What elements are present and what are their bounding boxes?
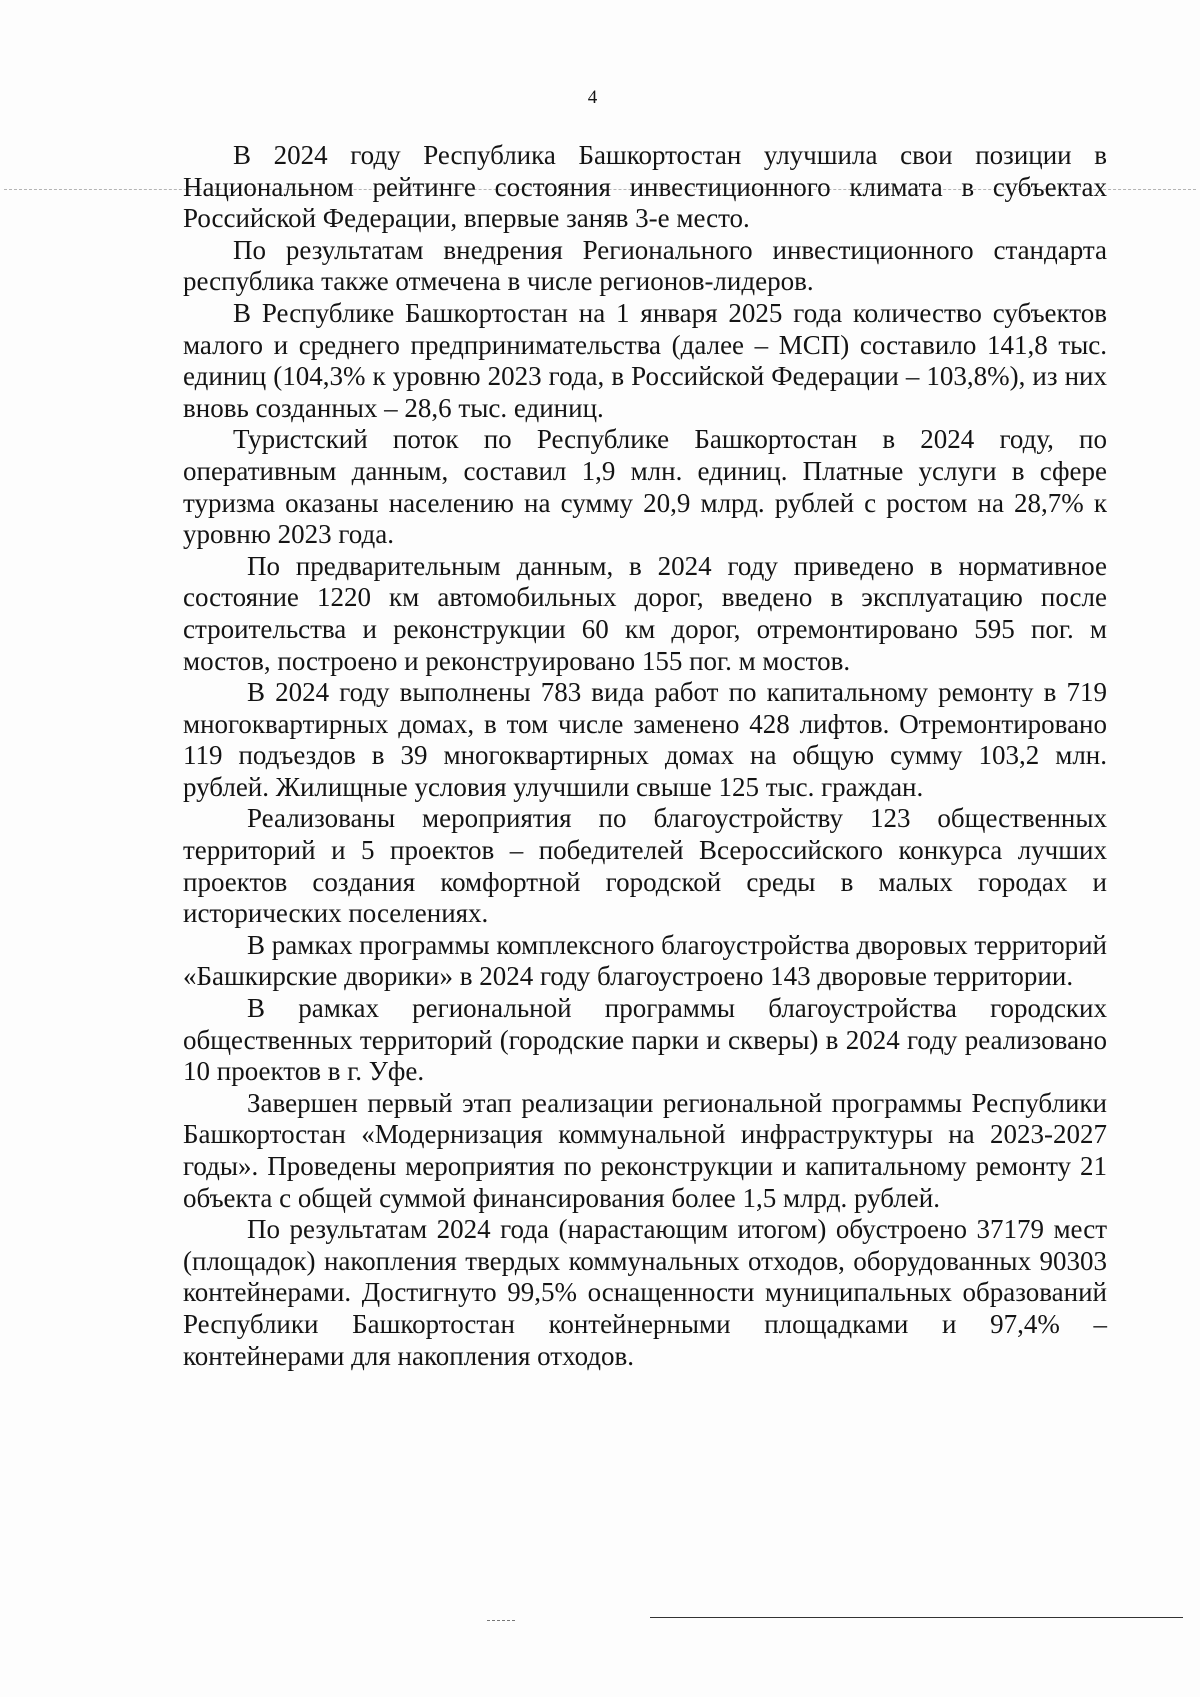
paragraph-bashkir-yards: В рамках программы комплексного благоустройства дворовых территорий «Башкирские дворики» в 2024 году благоустроено 143 дворовые территории. xyxy=(183,929,1107,992)
paragraph-investment-standard: По результатам внедрения Регионального инвестиционного стандарта республика также отмечена в числе регионов-лидеров. xyxy=(183,234,1107,297)
paragraph-capital-repair: В 2024 году выполнены 783 вида работ по капитальному ремонту в 719 многоквартирных домах, в том числе заменено 428 лифтов. Отремонтировано 119 подъездов в 39 многоквартирных домах на общую сумму 103,2 млн. рублей. Жилищные условия улучшили свыше 125 тыс. граждан. xyxy=(183,677,1107,802)
paragraph-investment-rating: В 2024 году Республика Башкортостан улучшила свои позиции в Национальном рейтинге состояния инвестиционного климата в субъектах Российской Федерации, впервые заняв 3-е место. xyxy=(183,140,1107,234)
paragraph-tourism: Туристский поток по Республике Башкортостан в 2024 году, по оперативным данным, составил 1,9 млн. единиц. Платные услуги в сфере туризма оказаны населению на сумму 20,9 млрд. рублей с ростом на 28,7% к уровню 2023 года. xyxy=(183,424,1107,550)
footer-dash-mark xyxy=(487,1620,515,1621)
paragraph-waste-sites: По результатам 2024 года (нарастающим итогом) обустроено 37179 мест (площадок) накопления твердых коммунальных отходов, оборудованных 90303 контейнерами. Достигнуто 99,5% оснащенности муниципальных образований Республики Башкортостан контейнерными площадками и 97,4% – контейнерами для накопления отходов. xyxy=(183,1214,1107,1371)
paragraph-public-territories: Реализованы мероприятия по благоустройству 123 общественных территорий и 5 проектов – победителей Всероссийского конкурса лучших проектов создания комфортной городской среды в малых городах и исторических поселениях. xyxy=(183,803,1107,929)
paragraph-sme: В Республике Башкортостан на 1 января 2025 года количество субъектов малого и среднего предпринимательства (далее – МСП) составило 141,8 тыс. единиц (104,3% к уровню 2023 года, в Российской Федерации – 103,8%), из них вновь созданных – 28,6 тыс. единиц. xyxy=(183,297,1107,423)
document-body xyxy=(183,140,1107,1372)
paragraph-city-parks: В рамках региональной программы благоустройства городских общественных территорий (городские парки и скверы) в 2024 году реализовано 10 проектов в г. Уфе. xyxy=(183,993,1107,1087)
page-number: 4 xyxy=(587,87,598,108)
footer-rule xyxy=(650,1617,1183,1618)
paragraph-roads: По предварительным данным, в 2024 году приведено в нормативное состояние 1220 км автомобильных дорог, введено в эксплуатацию после строительства и реконструкции 60 км дорог, отремонтировано 595 пог. м мостов, построено и реконструировано 155 пог. м мостов. xyxy=(183,550,1107,676)
paragraph-utilities-modernization: Завершен первый этап реализации региональной программы Республики Башкортостан «Модернизация коммунальной инфраструктуры на 2023-2027 годы». Проведены мероприятия по реконструкции и капитальному ремонту 21 объекта с общей суммой финансирования более 1,5 млрд. рублей. xyxy=(183,1087,1107,1213)
